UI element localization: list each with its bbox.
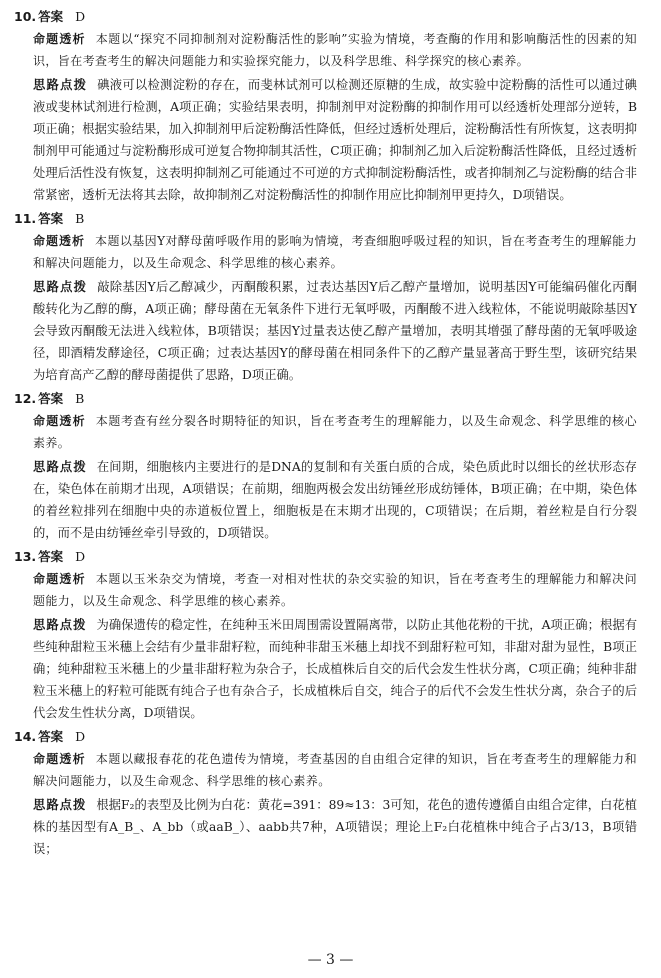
analysis-paragraph (0, 614, 661, 724)
intro-text: 本题以基因Y对酵母菌呼吸作用的影响为情境，考查细胞呼吸过程的知识，旨在考查考生的理解能力和解决问题能力，以及生命观念、科学思维的核心素养。 (33, 234, 637, 270)
analysis-heading: 思路点拨 (33, 618, 87, 632)
answer-label: 答案 (38, 211, 64, 226)
question-number: 13. (14, 549, 37, 564)
page-number: — 3 — (307, 952, 354, 968)
answer-page (0, 6, 661, 862)
analysis-paragraph (0, 456, 661, 544)
intro-paragraph (0, 410, 661, 454)
question-number: 12. (14, 391, 37, 406)
answer-label: 答案 (38, 391, 64, 406)
analysis-paragraph (0, 74, 661, 206)
intro-heading: 命题透析 (33, 572, 86, 586)
intro-paragraph (0, 28, 661, 72)
intro-paragraph (0, 230, 661, 274)
intro-text: 本题考查有丝分裂各时期特征的知识，旨在考查考生的理解能力，以及生命观念、科学思维的核心素养。 (33, 414, 637, 450)
intro-heading: 命题透析 (33, 752, 86, 766)
analysis-paragraph (0, 276, 661, 386)
question-number: 14. (14, 729, 37, 744)
question-number: 10. (14, 9, 37, 24)
answer-line (0, 208, 661, 230)
analysis-paragraph (0, 794, 661, 860)
answer-value: D (75, 549, 86, 564)
intro-heading: 命题透析 (33, 234, 86, 248)
answer-line (0, 546, 661, 568)
question-13 (0, 546, 661, 724)
analysis-text: 敲除基因Y后乙醇减少，丙酮酸积累，过表达基因Y后乙醇产量增加，说明基因Y可能编码催化丙酮酸转化为乙醇的酶，A项正确；酵母菌在无氧条件下进行无氧呼吸，丙酮酸不进入线粒体，不能说明敲除基因Y会导致丙酮酸无法进入线粒体，B项错误；基因Y过量表达使乙醇产量增加，表明其增强了酵母菌的无氧呼吸途径，即酒精发酵途径，C项正确；过表达基因Y的酵母菌在相同条件下的乙醇产量显著高于野生型，该研究结果为培育高产乙醇的酵母菌提供了思路，D项正确。 (33, 280, 637, 382)
intro-paragraph (0, 568, 661, 612)
answer-value: B (75, 391, 85, 406)
intro-text: 本题以藏报春花的花色遗传为情境，考查基因的自由组合定律的知识，旨在考查考生的理解能力和解决问题能力，以及生命观念、科学思维的核心素养。 (33, 752, 637, 788)
analysis-text: 在间期，细胞核内主要进行的是DNA的复制和有关蛋白质的合成，染色质此时以细长的丝状形态存在，染色体在前期才出现，A项错误；在前期，细胞两极会发出纺锤丝形成纺锤体，B项正确；在中期，染色体的着丝粒排列在细胞中央的赤道板位置上，细胞板是在末期才出现的，C项错误；在后期，着丝粒是自行分裂的，而不是由纺锤丝牵引导致的，D项错误。 (33, 460, 637, 540)
question-11 (0, 208, 661, 386)
question-12 (0, 388, 661, 544)
answer-line (0, 6, 661, 28)
analysis-heading: 思路点拨 (33, 798, 87, 812)
question-number: 11. (14, 211, 37, 226)
intro-text: 本题以玉米杂交为情境，考查一对相对性状的杂交实验的知识，旨在考查考生的理解能力和解决问题能力，以及生命观念、科学思维的核心素养。 (33, 572, 637, 608)
intro-paragraph (0, 748, 661, 792)
answer-value: D (75, 9, 86, 24)
answer-label: 答案 (38, 729, 64, 744)
answer-value: D (75, 729, 86, 744)
answer-line (0, 726, 661, 748)
analysis-text: 碘液可以检测淀粉的存在，而斐林试剂可以检测还原糖的生成，故实验中淀粉酶的活性可以通过碘液或斐林试剂进行检测，A项正确；实验结果表明，抑制剂甲对淀粉酶的抑制作用可以经透析处理部分逆转，B项正确；根据实验结果，加入抑制剂甲后淀粉酶活性降低，但经过透析处理后，淀粉酶活性有所恢复，这表明抑制剂甲可能通过与淀粉酶形成可逆复合物抑制其活性，C项正确；抑制剂乙加入后淀粉酶活性降低，且经过透析处理后活性没有恢复，这表明抑制剂乙可能通过不可逆的方式抑制淀粉酶活性，或者抑制剂乙与淀粉酶的结合非常紧密，透析无法将其去除，故抑制剂乙对淀粉酶活性的抑制作用应比抑制剂甲更持久，D项错误。 (33, 78, 637, 202)
intro-text: 本题以“探究不同抑制剂对淀粉酶活性的影响”实验为情境，考查酶的作用和影响酶活性的因素的知识，旨在考查考生的解决问题能力和实验探究能力，以及科学思维、科学探究的核心素养。 (33, 32, 637, 68)
intro-heading: 命题透析 (33, 32, 86, 46)
intro-heading: 命题透析 (33, 414, 86, 428)
analysis-heading: 思路点拨 (33, 280, 88, 294)
answer-line (0, 388, 661, 410)
question-14 (0, 726, 661, 860)
question-10 (0, 6, 661, 206)
analysis-text: 根据F₂的表型及比例为白花：黄花=391：89≈13：3可知，花色的遗传遵循自由组合定律，白花植株的基因型有A_B_、A_bb（或aaB_）、aabb共7种，A项错误；理论上F₂白花植株中纯合子占3/13，B项错误； (33, 798, 637, 856)
analysis-heading: 思路点拨 (33, 460, 87, 474)
analysis-text: 为确保遗传的稳定性，在纯种玉米田周围需设置隔离带，以防止其他花粉的干扰，A项正确；根据有些纯种甜粒玉米穗上会结有少量非甜籽粒，而纯种非甜玉米穗上却找不到甜籽粒可知，非甜对甜为显性，B项正确；纯种甜粒玉米穗上的少量非甜籽粒为杂合子，长成植株后自交的后代会发生性状分离，C项正确；纯种非甜粒玉米穗上的籽粒可能既有纯合子也有杂合子，长成植株后自交，纯合子的后代不会发生性状分离，杂合子的后代会发生性状分离，D项错误。 (33, 618, 637, 720)
answer-label: 答案 (38, 549, 64, 564)
answer-value: B (75, 211, 85, 226)
answer-label: 答案 (38, 9, 64, 24)
analysis-heading: 思路点拨 (33, 78, 88, 92)
